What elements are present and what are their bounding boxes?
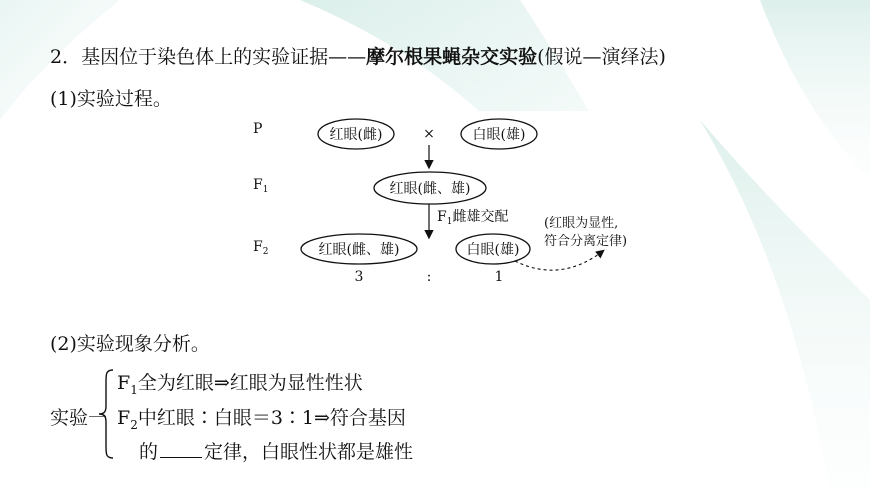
note-line2: 符合分离定律)	[544, 234, 628, 249]
gen-label-p: P	[253, 121, 263, 137]
cross-diagram	[247, 111, 641, 288]
cross-symbol: ×	[423, 126, 435, 142]
analysis-line-1: $F_1$全为红眼⇒红眼为显性性状	[117, 372, 363, 397]
ratio-colon: :	[426, 269, 432, 285]
fill-in-blank[interactable]	[160, 439, 202, 458]
f2-white-label: 白眼(雄)	[466, 242, 520, 258]
f1-label: 红眼(雌、雄)	[389, 181, 471, 197]
section-heading	[50, 42, 666, 69]
ratio-left: 3	[354, 269, 364, 285]
analysis-line-3: 的 定律，白眼性状都是雄性	[139, 441, 414, 463]
gen-label-f2: $F_2$	[253, 239, 269, 257]
f1-cross-label: $F_1$雌雄交配	[437, 209, 509, 227]
note-line1: (红眼为显性,	[544, 216, 619, 231]
heading-suffix: (假说—演绎法)	[537, 46, 666, 68]
heading-prefix: 2．基因位于染色体上的实验证据——	[50, 46, 367, 68]
curly-brace	[96, 368, 116, 460]
p-male-label: 白眼(雄)	[472, 127, 526, 143]
experiment-label: 实验一	[50, 407, 108, 429]
heading-bold: 摩尔根果蝇杂交实验	[366, 46, 538, 68]
p-female-label: 红眼(雌)	[329, 127, 383, 143]
analysis-line-2: $F_2$中红眼∶白眼＝3∶1⇒符合基因	[117, 407, 406, 432]
f2-red-label: 红眼(雌、雄)	[318, 242, 400, 258]
subsection-process-title: (1)实验过程。	[50, 88, 172, 110]
ratio-right: 1	[494, 269, 504, 285]
subsection-analysis-title: (2)实验现象分析。	[50, 333, 210, 355]
gen-label-f1: $F_1$	[253, 177, 269, 195]
